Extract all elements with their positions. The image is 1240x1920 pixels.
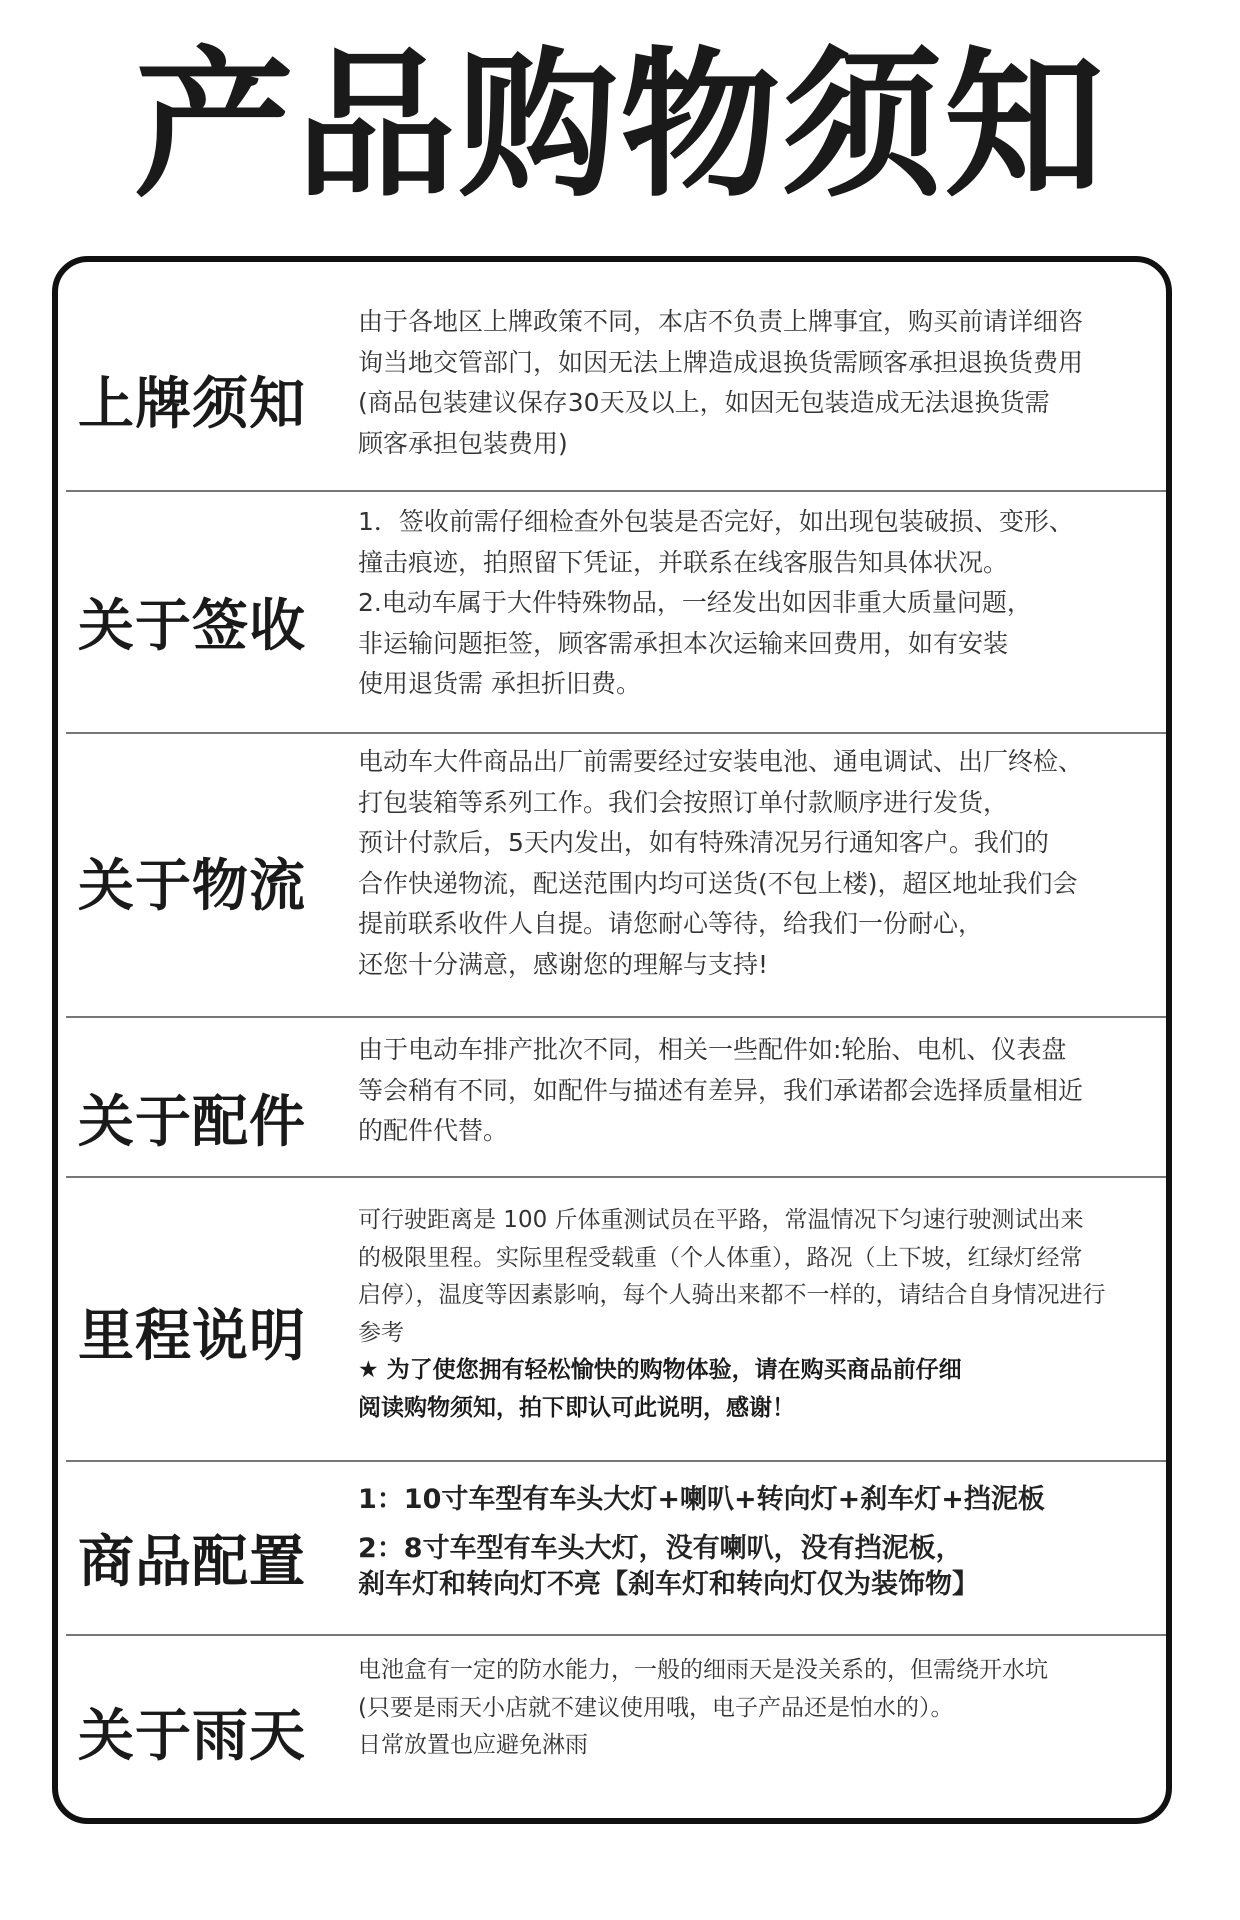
section-divider: [66, 1460, 1166, 1462]
section-body-license: [358, 302, 1172, 464]
section-heading-license: 上牌须知: [78, 372, 306, 437]
section-body-rain: [358, 1652, 1172, 1765]
text-line: 启停），温度等因素影响，每个人骑出来都不一样的，请结合自身情况进行: [358, 1282, 1106, 1308]
text-line: 可行驶距离是 100 斤体重测试员在平路，常温情况下匀速行驶测试出来: [358, 1207, 1084, 1233]
text-line: 撞击痕迹，拍照留下凭证，并联系在线客服告知具体状况。: [358, 547, 1009, 577]
section-divider: [66, 490, 1166, 492]
section-body-logistics: [358, 742, 1172, 985]
text-line: 合作快递物流，配送范围内均可送货(不包上楼)，超区地址我们会: [358, 868, 1078, 898]
text-line: (商品包装建议保存30天及以上，如因无包装造成无法退换货需: [358, 388, 1050, 417]
text-line: 电池盒有一定的防水能力，一般的细雨天是没关系的，但需绕开水坑: [358, 1657, 1048, 1683]
text-line: 打包装箱等系列工作。我们会按照订单付款顺序进行发货，: [358, 787, 1009, 817]
text-line: 由于各地区上牌政策不同，本店不负责上牌事宜，购买前请详细咨: [358, 307, 1084, 336]
section-heading-parts: 关于配件: [78, 1090, 306, 1155]
text-line: (只要是雨天小店就不建议使用哦，电子产品还是怕水的）。: [358, 1694, 954, 1721]
text-line: 使用退货需 承担折旧费。: [358, 669, 641, 698]
text-line: 1．签收前需仔细检查外包装是否完好，如出现包装破损、变形、: [358, 507, 1074, 536]
text-line: 提前联系收件人自提。请您耐心等待，给我们一份耐心，: [358, 909, 984, 938]
text-line: 顾客承担包装费用): [358, 428, 568, 458]
section-body-range: [358, 1202, 1172, 1427]
text-line: 参考: [358, 1319, 404, 1346]
section-body-config: [358, 1482, 1172, 1603]
text-line: 1：10寸车型有车头大灯+喇叭+转向灯+刹车灯+挡泥板: [358, 1484, 1045, 1515]
text-line: 的极限里程。实际里程受载重（个人体重），路况（上下坡，红绿灯经常: [358, 1244, 1083, 1271]
emphasis-line: ★ 为了使您拥有轻松愉快的购物体验，请在购买商品前仔细: [358, 1357, 962, 1383]
text-line: 询当地交管部门，如因无法上牌造成退换货需顾客承担退换货费用: [358, 347, 1084, 377]
text-line: 电动车大件商品出厂前需要经过安装电池、通电调试、出厂终检、: [358, 747, 1084, 776]
text-line: 还您十分满意，感谢您的理解与支持!: [358, 949, 769, 979]
section-body-receipt: [358, 502, 1172, 705]
text-line: 2：8寸车型有车头大灯，没有喇叭，没有挡泥板，: [358, 1533, 963, 1564]
section-heading-range: 里程说明: [78, 1304, 306, 1369]
text-line: 2.电动车属于大件特殊物品，一经发出如因非重大质量问题，: [358, 588, 1032, 617]
text-line: 等会稍有不同，如配件与描述有差异，我们承诺都会选择质量相近: [358, 1075, 1084, 1105]
section-body-parts: [358, 1030, 1172, 1152]
section-heading-rain: 关于雨天: [78, 1704, 306, 1769]
text-line: 预计付款后，5天内发出，如有特殊清况另行通知客户。我们的: [358, 828, 1049, 857]
text-line: 日常放置也应避免淋雨: [358, 1732, 588, 1758]
section-heading-config: 商品配置: [78, 1530, 306, 1595]
section-divider: [66, 1016, 1166, 1018]
section-heading-logistics: 关于物流: [78, 854, 306, 919]
text-line: 由于电动车排产批次不同，相关一些配件如:轮胎、电机、仪表盘: [358, 1035, 1067, 1064]
text-line: 非运输问题拒签，顾客需承担本次运输来回费用，如有安装: [358, 628, 1009, 658]
text-line: 刹车灯和转向灯不亮【刹车灯和转向灯仅为装饰物】: [358, 1569, 979, 1600]
text-line: 的配件代替。: [358, 1116, 509, 1145]
emphasis-line: 阅读购物须知，拍下即认可此说明，感谢！: [358, 1394, 795, 1421]
section-heading-receipt: 关于签收: [78, 594, 306, 659]
page-title: 产品购物须知: [133, 32, 1106, 219]
section-divider: [66, 732, 1166, 734]
notice-box: [52, 256, 1172, 1824]
section-divider: [66, 1176, 1166, 1178]
section-divider: [66, 1634, 1166, 1636]
